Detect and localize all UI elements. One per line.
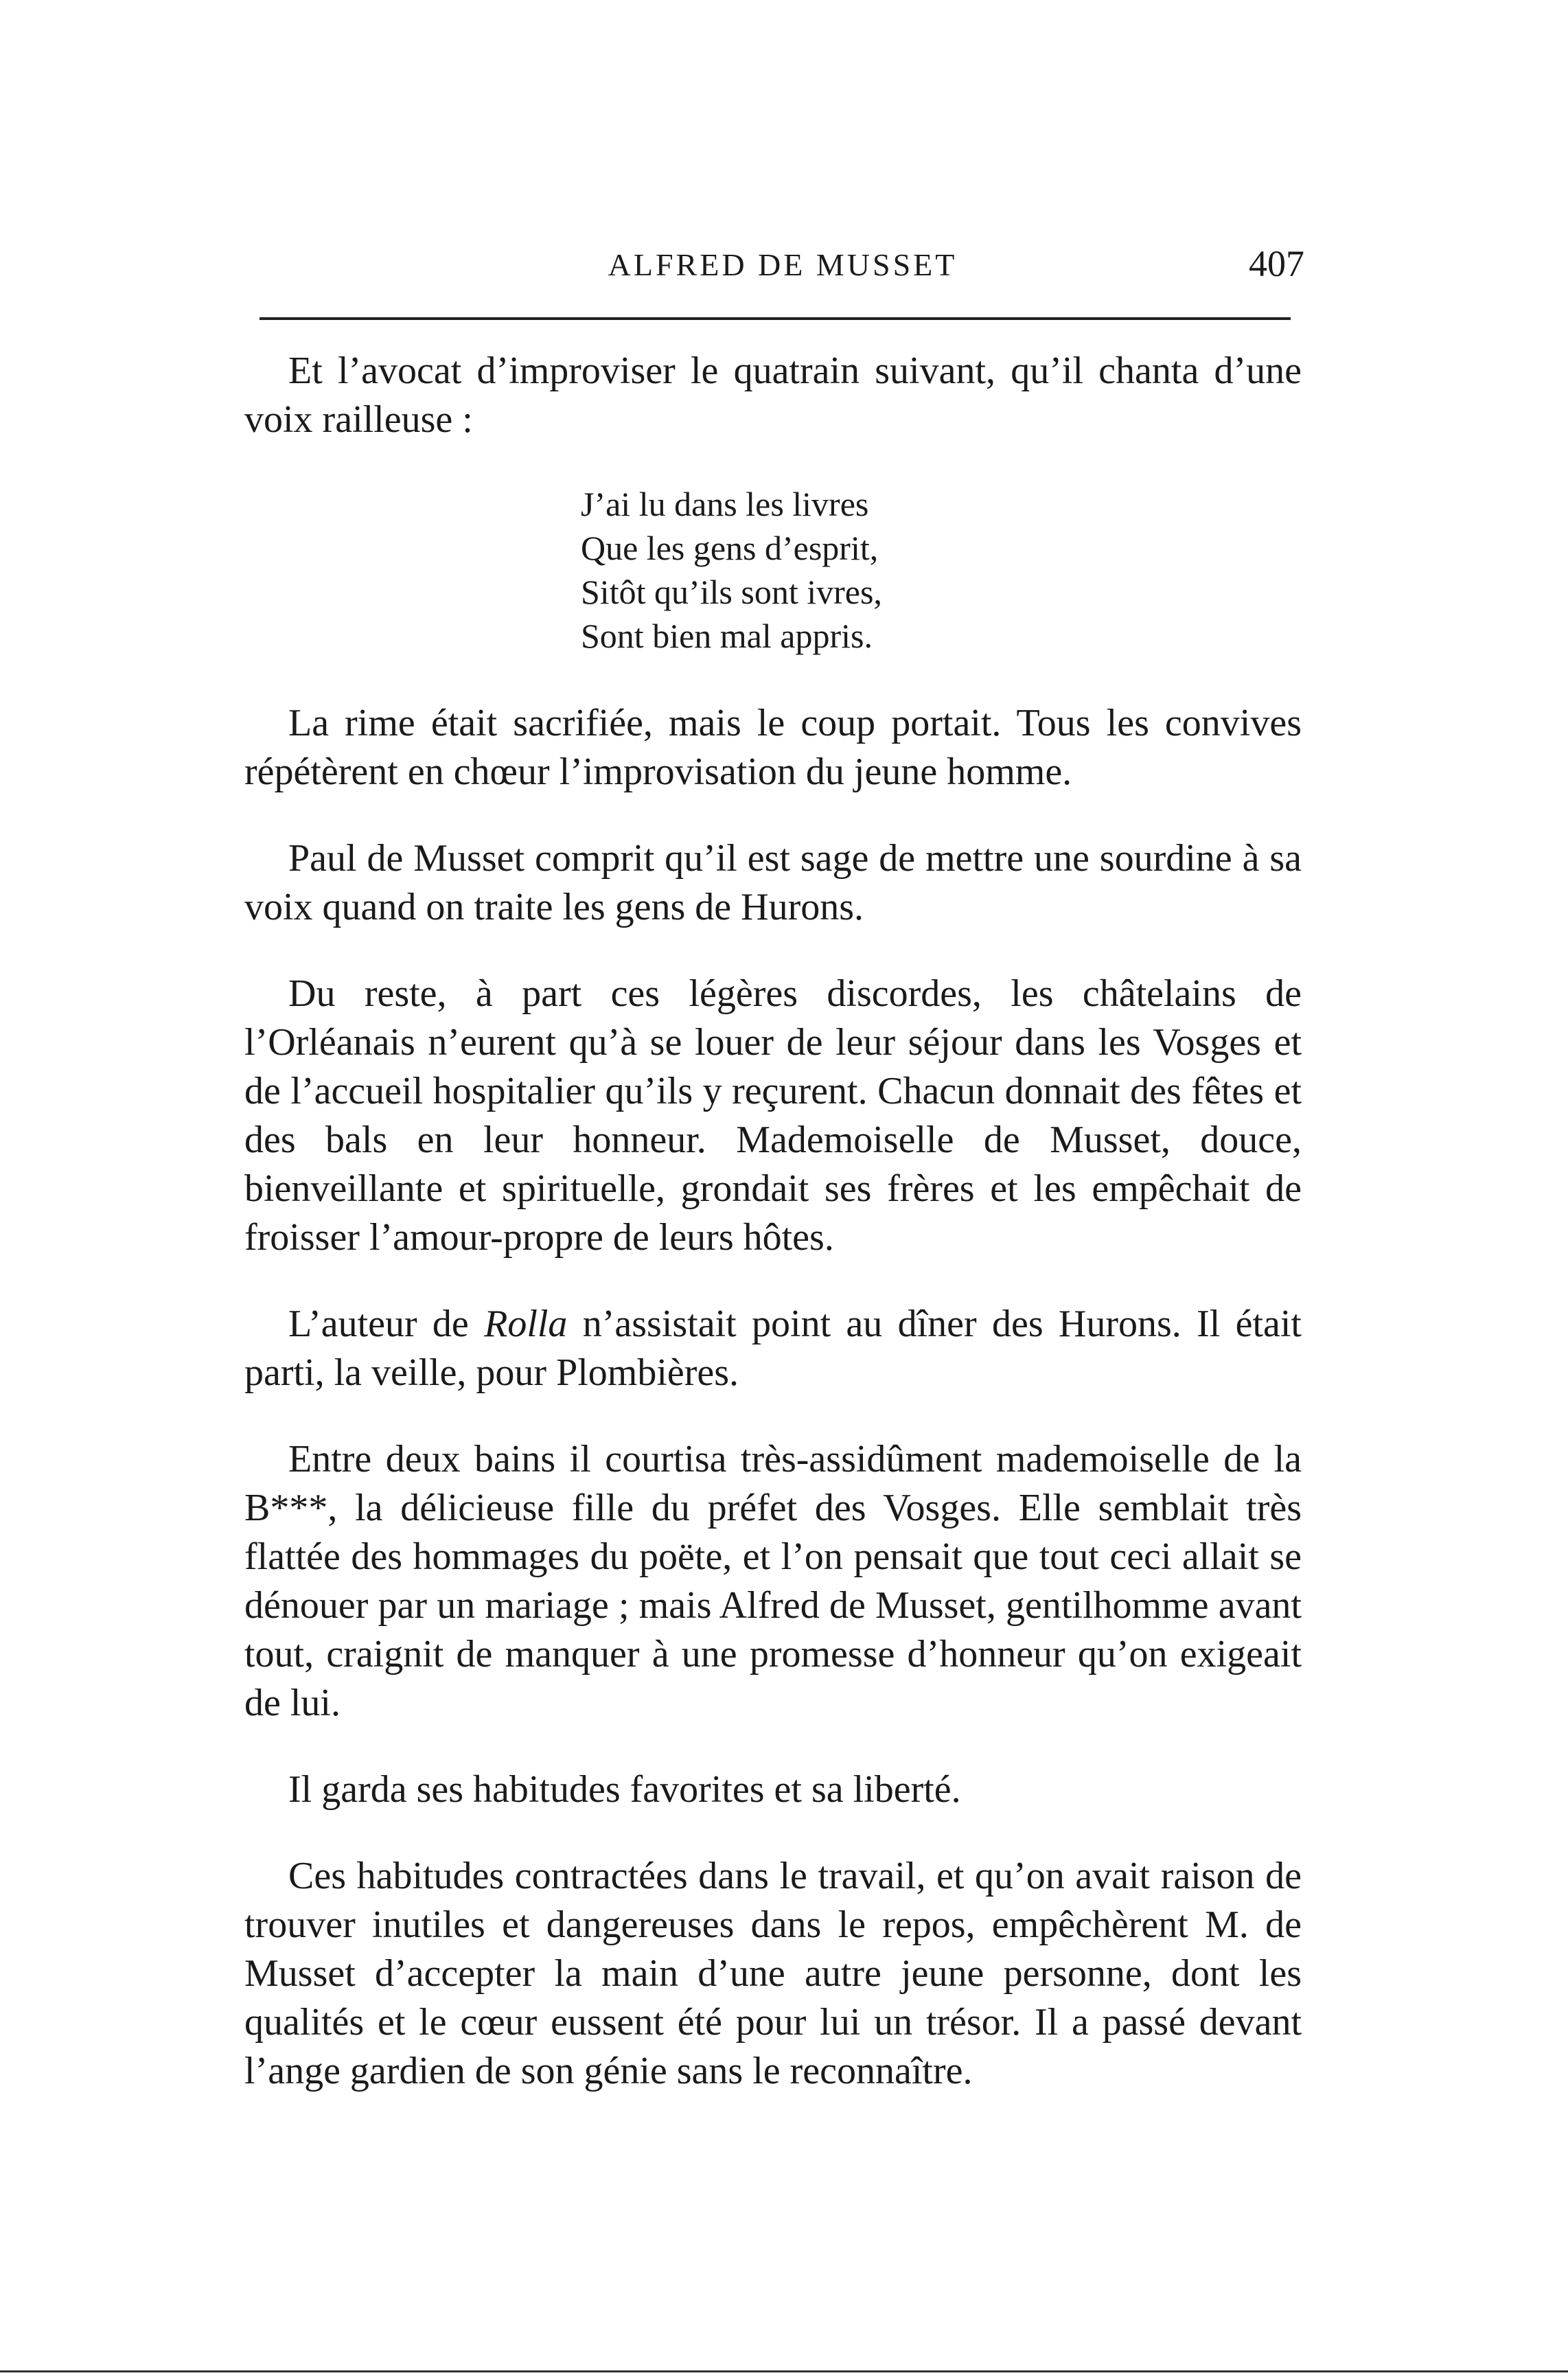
paragraph-2: La rime était sacrifiée, mais le coup portait. Tous les convives répétèrent en chœur l’improvisation du jeune homme. [244, 702, 1302, 793]
body-text [244, 347, 1302, 2133]
verse-quatrain [581, 482, 1302, 658]
paragraph-5 [244, 1300, 1302, 1397]
paragraph-6: Entre deux bains il courtisa très-assidûment mademoiselle de la B***, la délicieuse fille du préfet des Vosges. Elle semblait très flattée des hommages du poëte, et l’on pensait que tout ceci allait se dénouer par un mariage ; mais Alfred de Musset, gentilhomme avant tout, craignit de manquer à une promesse d’honneur qu’on exigeait de lui. [244, 1438, 1302, 1724]
paragraph-4: Du reste, à part ces légères discordes, les châtelains de l’Orléanais n’eurent qu’à se louer de leur séjour dans les Vosges et de l’accueil hospitalier qu’ils y reçurent. Chacun donnait des fêtes et des bals en leur honneur. Mademoiselle de Musset, douce, bienveillante et spirituelle, grondait ses frères et les empêchait de froisser l’amour-propre de leurs hôtes. [244, 972, 1302, 1259]
bottom-edge-line [0, 2370, 1568, 2372]
book-title-rolla: Rolla [484, 1303, 568, 1345]
verse-line-2: Que les gens d’esprit, [581, 529, 879, 567]
paragraph-1: Et l’avocat d’improviser le quatrain suivant, qu’il chanta d’une voix railleuse : [244, 350, 1302, 441]
verse-line-1: J’ai lu dans les livres [581, 485, 869, 523]
paragraph-5-start: L’auteur de [288, 1303, 485, 1345]
paragraph-3: Paul de Musset comprit qu’il est sage de mettre une sourdine à sa voix quand on traite les gens de Hurons. [244, 837, 1302, 928]
paragraph-8: Ces habitudes contractées dans le travail, et qu’on avait raison de trouver inutiles et dangereuses dans le repos, empêchèrent M. de Musset d’accepter la main d’une autre jeune personne, dont les qualités et le cœur eussent été pour lui un trésor. Il a passé devant l’ange gardien de son génie sans le reconnaître. [244, 1855, 1302, 2092]
paragraph-5-end: n’assistait point au dîner des Hurons. Il était parti, la veille, pour Plombières. [244, 1303, 1302, 1394]
running-title: ALFRED DE MUSSET [608, 247, 958, 282]
running-head [261, 237, 1304, 292]
verse-line-4: Sont bien mal appris. [581, 617, 873, 655]
verse-line-3: Sitôt qu’ils sont ivres, [581, 573, 882, 611]
header-rule [260, 317, 1291, 320]
page-number: 407 [1249, 243, 1304, 284]
paragraph-7: Il garda ses habitudes favorites et sa liberté. [288, 1768, 961, 1811]
